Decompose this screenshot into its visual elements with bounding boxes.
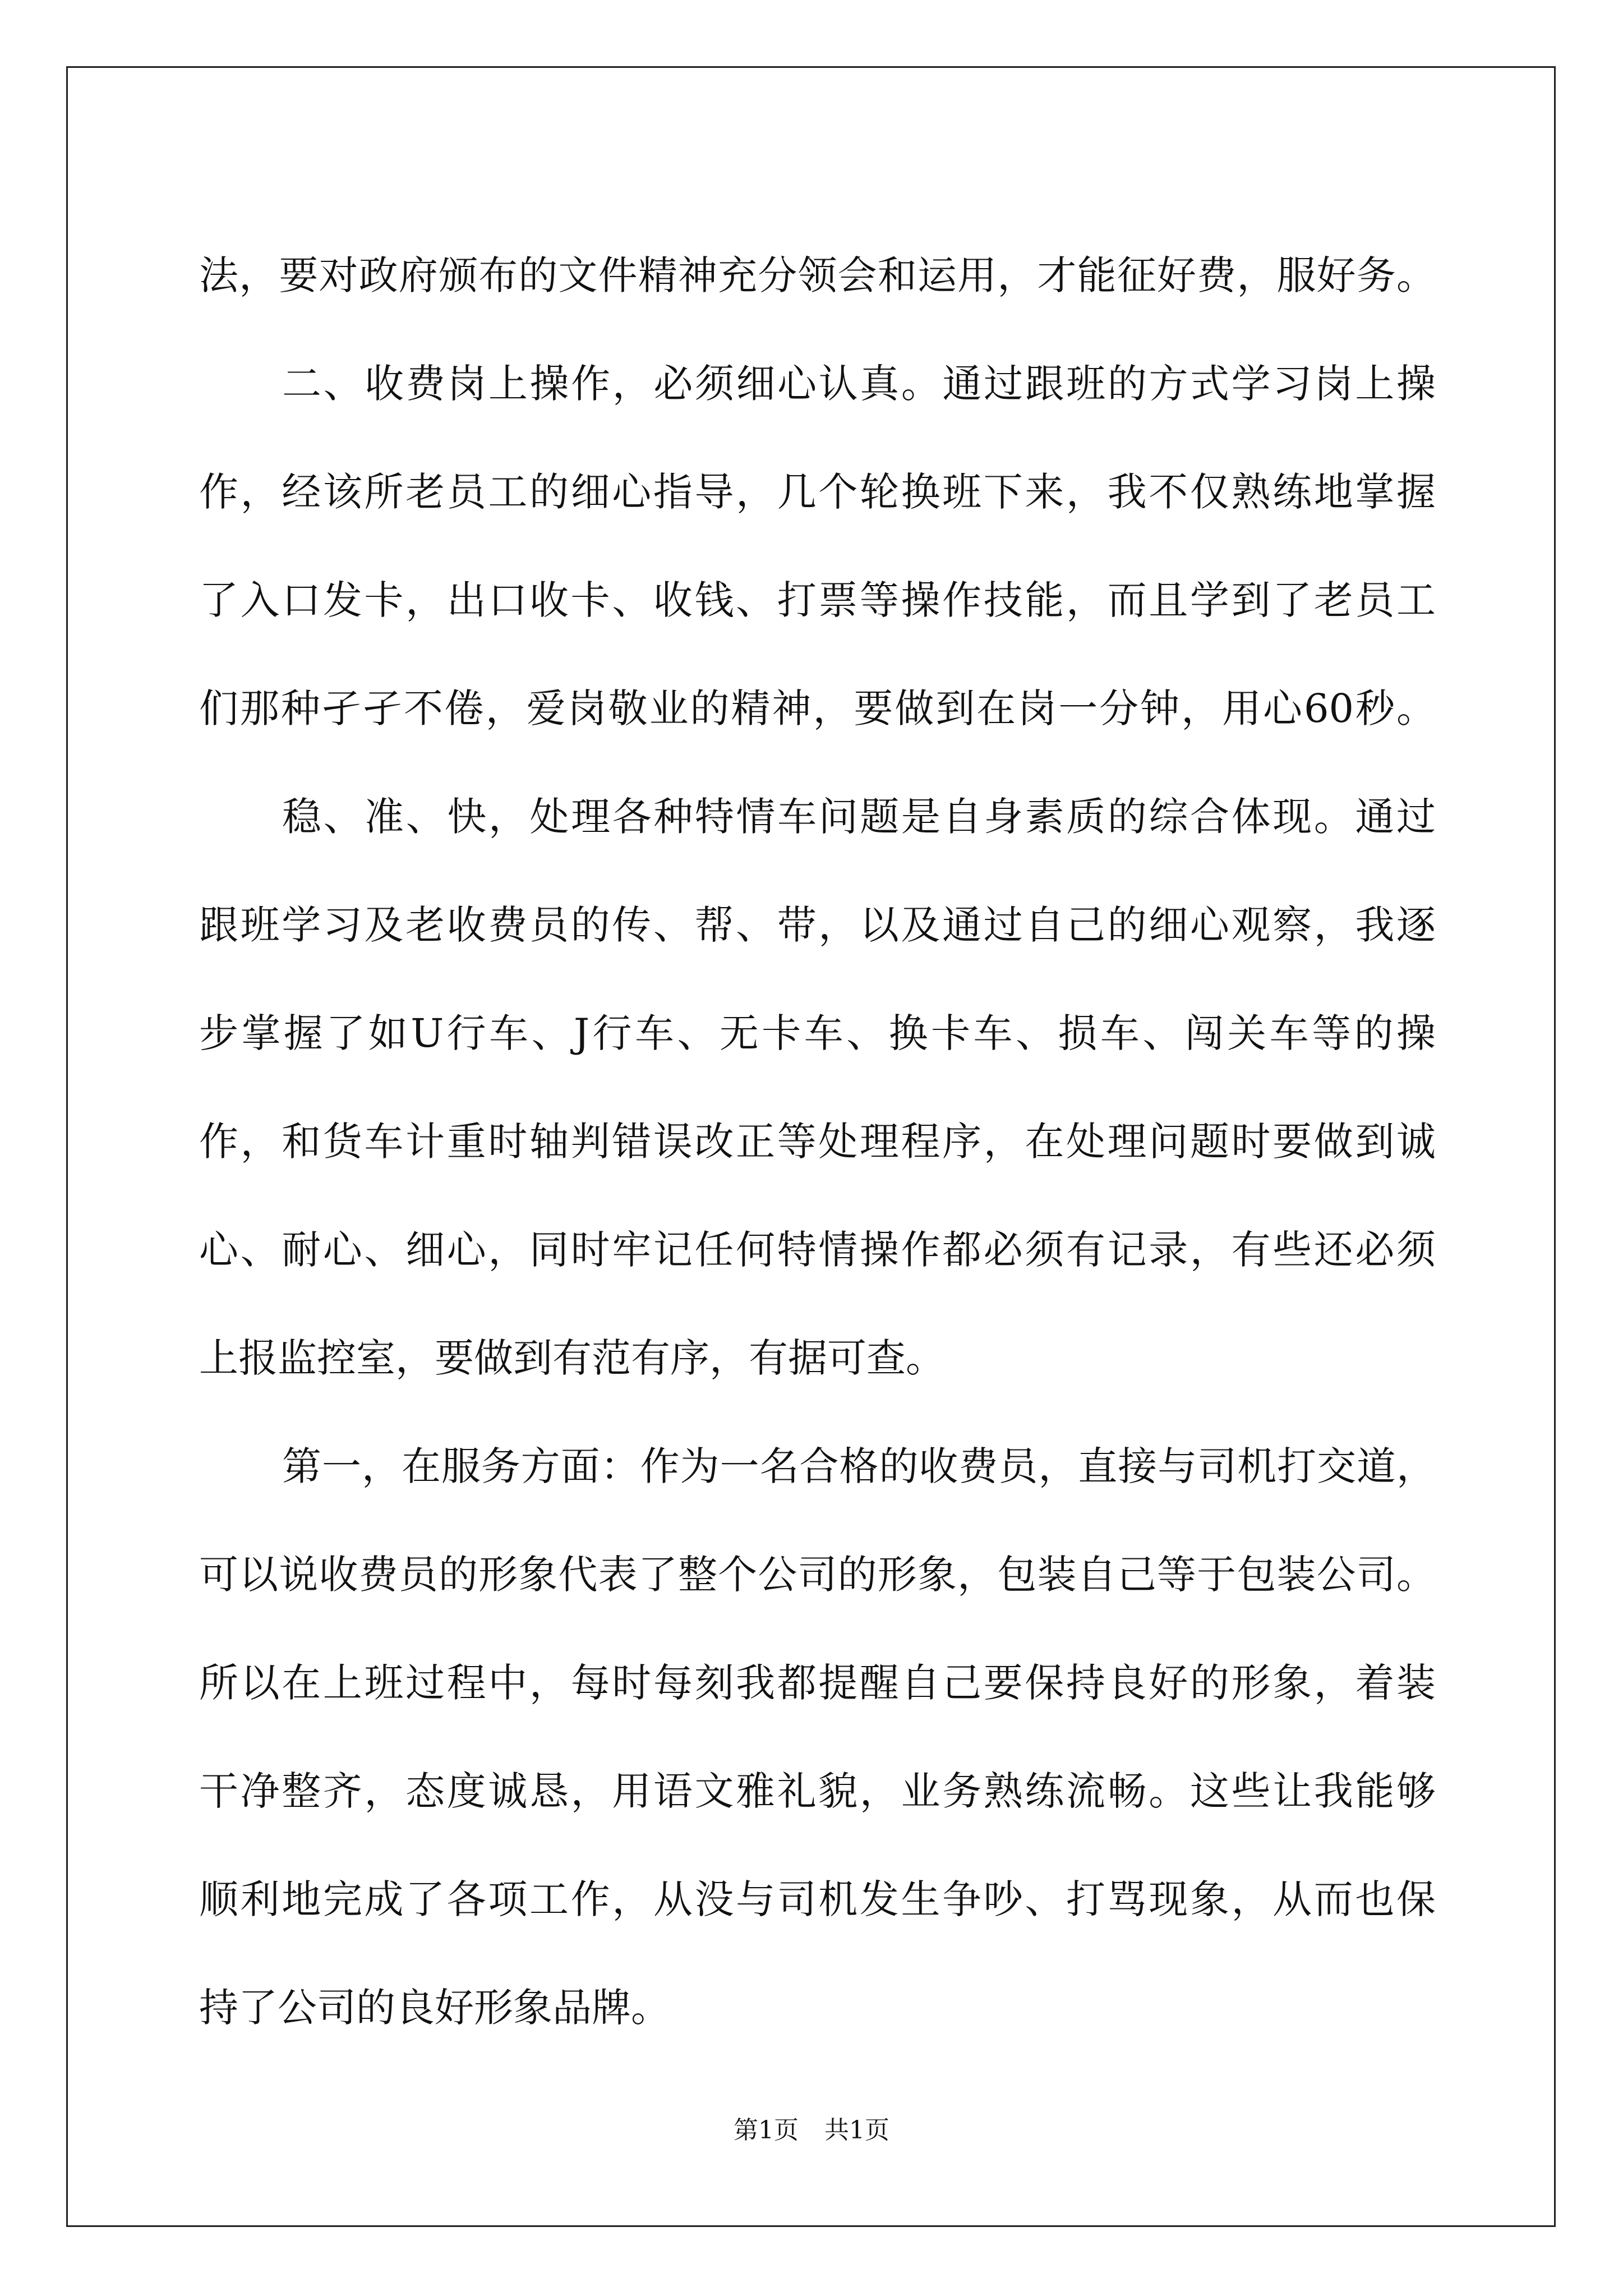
- paragraph-start-line: 稳、准、快，处理各种特情车问题是自身素质的综合体现。通过: [282, 794, 1436, 840]
- text-line: 所以在上班过程中，每时每刻我都提醒自己要保持良好的形象，着装: [199, 1660, 1436, 1706]
- page-total: 共1页: [824, 2116, 889, 2145]
- text-line: 们那种孑孑不倦，爱岗敬业的精神，要做到在岗一分钟，用心60秒。: [199, 685, 1436, 731]
- text-line: 干净整齐，态度诚恳，用语文雅礼貌，业务熟练流畅。这些让我能够: [199, 1768, 1436, 1814]
- paragraph-start-line: 二、收费岗上操作，必须细心认真。通过跟班的方式学习岗上操: [282, 361, 1436, 407]
- text-line: 心、耐心、细心，同时牢记任何特情操作都必须有记录，有些还必须: [199, 1227, 1436, 1273]
- text-line: 作，和货车计重时轴判错误改正等处理程序，在处理问题时要做到诚: [199, 1119, 1436, 1165]
- page-footer: [0, 2114, 1623, 2147]
- text-line: 法，要对政府颁布的文件精神充分领会和运用，才能征好费，服好务。: [199, 252, 1436, 298]
- text-line: 顺利地完成了各项工作，从没与司机发生争吵、打骂现象，从而也保: [199, 1876, 1436, 1922]
- text-line: 可以说收费员的形象代表了整个公司的形象，包装自己等于包装公司。: [199, 1552, 1436, 1598]
- text-line: 了入口发卡，出口收卡、收钱、打票等操作技能，而且学到了老员工: [199, 577, 1436, 623]
- page-number: 第1页: [734, 2116, 799, 2145]
- text-line: 作，经该所老员工的细心指导，几个轮换班下来，我不仅熟练地掌握: [199, 469, 1436, 515]
- paragraph-start-line: 第一，在服务方面：作为一名合格的收费员，直接与司机打交道，: [282, 1443, 1436, 1489]
- paragraph-end-line: 持了公司的良好形象品牌。: [199, 1985, 670, 2031]
- text-line: 步掌握了如U行车、J行车、无卡车、换卡车、损车、闯关车等的操: [199, 1010, 1436, 1056]
- text-line: 跟班学习及老收费员的传、帮、带，以及通过自己的细心观察，我逐: [199, 902, 1436, 948]
- document-body: [199, 222, 1436, 2062]
- paragraph-end-line: 上报监控室，要做到有范有序，有据可查。: [199, 1335, 945, 1381]
